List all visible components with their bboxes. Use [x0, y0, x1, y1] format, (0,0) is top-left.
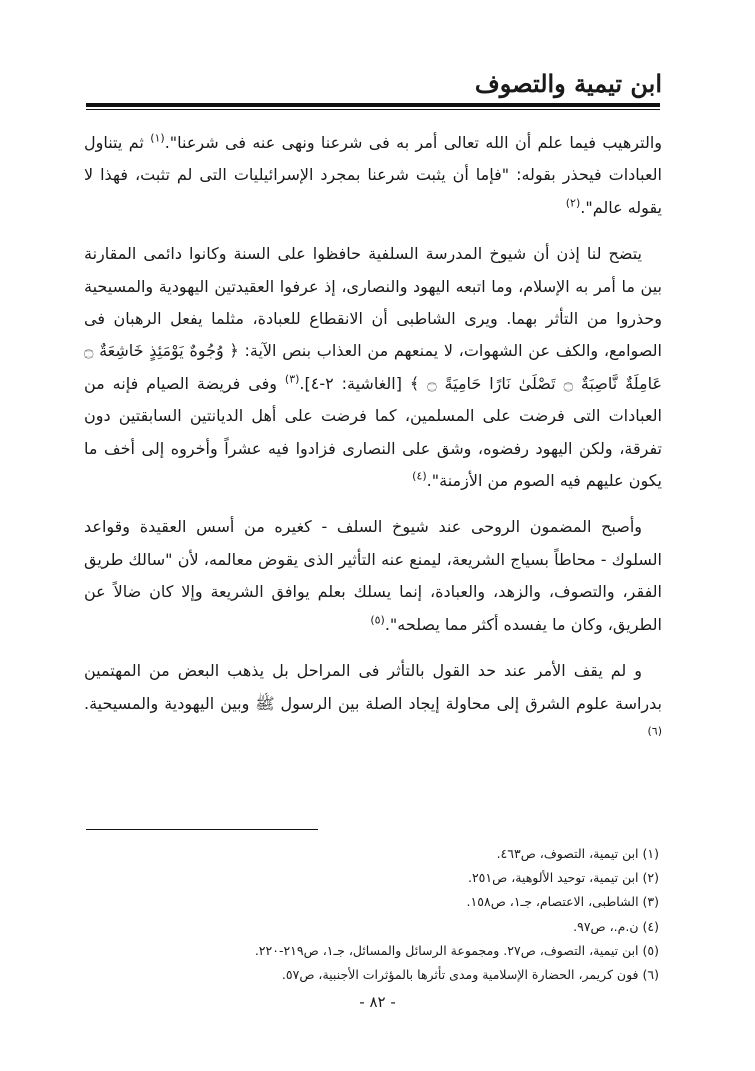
footnote-item: (٦) فون كريمر، الحضارة الإسلامية ومدى تأثرها بالمؤثرات الأجنبية، ص٥٧. [281, 967, 659, 983]
footnote-item: (٤) ن.م.، ص٩٧. [573, 918, 659, 934]
header-rule-thick [86, 103, 660, 107]
footnote-ref-3: (٣) [284, 372, 300, 386]
footnote-separator [86, 829, 318, 830]
paragraph-4: و لم يقف الأمر عند حد القول بالتأثر فى المراحل بل يذهب البعض من المهتمين بدراسة علوم الشرق إلى محاولة إيجاد الصلة بين الرسول ﷺ وبين اليهودية والمسيحية.$^{(٦)}$ [84, 661, 662, 738]
footnote-item: (٥) ابن تيمية، التصوف، ص٢٧. ومجموعة الرسائل والمسائل، جـ١، ص٢١٩-٢٢٠. [254, 942, 659, 958]
header-rule-thin [86, 109, 660, 110]
paragraph-3: وأصبح المضمون الروحى عند شيوخ السلف - كغيره من أسس العقيدة وقواعد السلوك - محاطاً بسياج الشريعة، ليمنع عنه التأثير الذى يقوض معالمه، لأن "سالك طريق الفقر، والتصوف، والزهد، والعبادة، إنما يسلك بعلم يوافق الشريعة وإلا كان ضالاً عن الطريق، وكان ما يفسده أكثر مما يصلحه".$^{(٥)}$ [84, 517, 662, 634]
footnote-ref-2: (٢) [565, 196, 581, 210]
footnote-ref-6: (٦) [647, 724, 662, 738]
footnote-ref-4: (٤) [412, 469, 427, 483]
page-number: - ٨٢ - [359, 993, 396, 1011]
paragraph-2: يتضح لنا إذن أن شيوخ المدرسة السلفية حافظوا على السنة وكانوا دائمى المقارنة بين ما أمر به الإسلام، وما اتبعه اليهود والنصارى، إذ عرفوا العقيدتين اليهودية والمسيحية وحذروا من التأثر بهما. ويرى الشاطبى أن الانقطاع للعبادة، مثلما يفعل الرهبان فى الصوامع، والكف عن الشهوات، لا يمنعهم من العذاب بنص الآية: ﴿ وُجُوهٌ يَوْمَئِذٍ خَاشِعَةٌ ۝ عَامِلَةٌ نَّاصِبَةٌ ۝ تَصْلَىٰ نَارًا حَامِيَةً ۝ ﴾ [الغاشية: ٢-٤].$^{(٣)}$ وفى فريضة الصيام فإنه من العبادات التى فرضت على المسلمين، كما فرضت على أهل الديانتين السابقتين دون تفرقة، ولكن اليهود رفضوه، وشق على النصارى فزادوا فيه عشراً وأخروه إلى أخف ما يكون عليهم فيه الصوم من الأزمنة".$^{(٤)}$ [84, 244, 663, 491]
footnote-ref-5: (٥) [370, 613, 385, 627]
paragraph-1: والترهيب فيما علم أن الله تعالى أمر به فى شرعنا ونهى عنه فى شرعنا".$^{(١)}$ ثم يتناول العبادات فيحذر بقوله: "فإما أن يثبت شرعنا بمجرد الإسرائيليات التى لم تثبت، فهذا لا يقوله عالم".$^{(٢)}$ [84, 131, 663, 217]
running-header-title: ابن تيمية والتصوف [474, 69, 662, 98]
footnote-item: (٣) الشاطبى، الاعتصام، جـ١، ص١٥٨. [466, 894, 659, 910]
footnote-ref-1: (١) [150, 131, 165, 145]
footnotes-list [84, 842, 659, 987]
body-text [84, 127, 662, 766]
footnote-item: (١) ابن تيمية، التصوف، ص٤٦٣. [496, 846, 659, 861]
footnote-item: (٢) ابن تيمية، توحيد الألوهية، ص٢٥١. [467, 870, 659, 886]
